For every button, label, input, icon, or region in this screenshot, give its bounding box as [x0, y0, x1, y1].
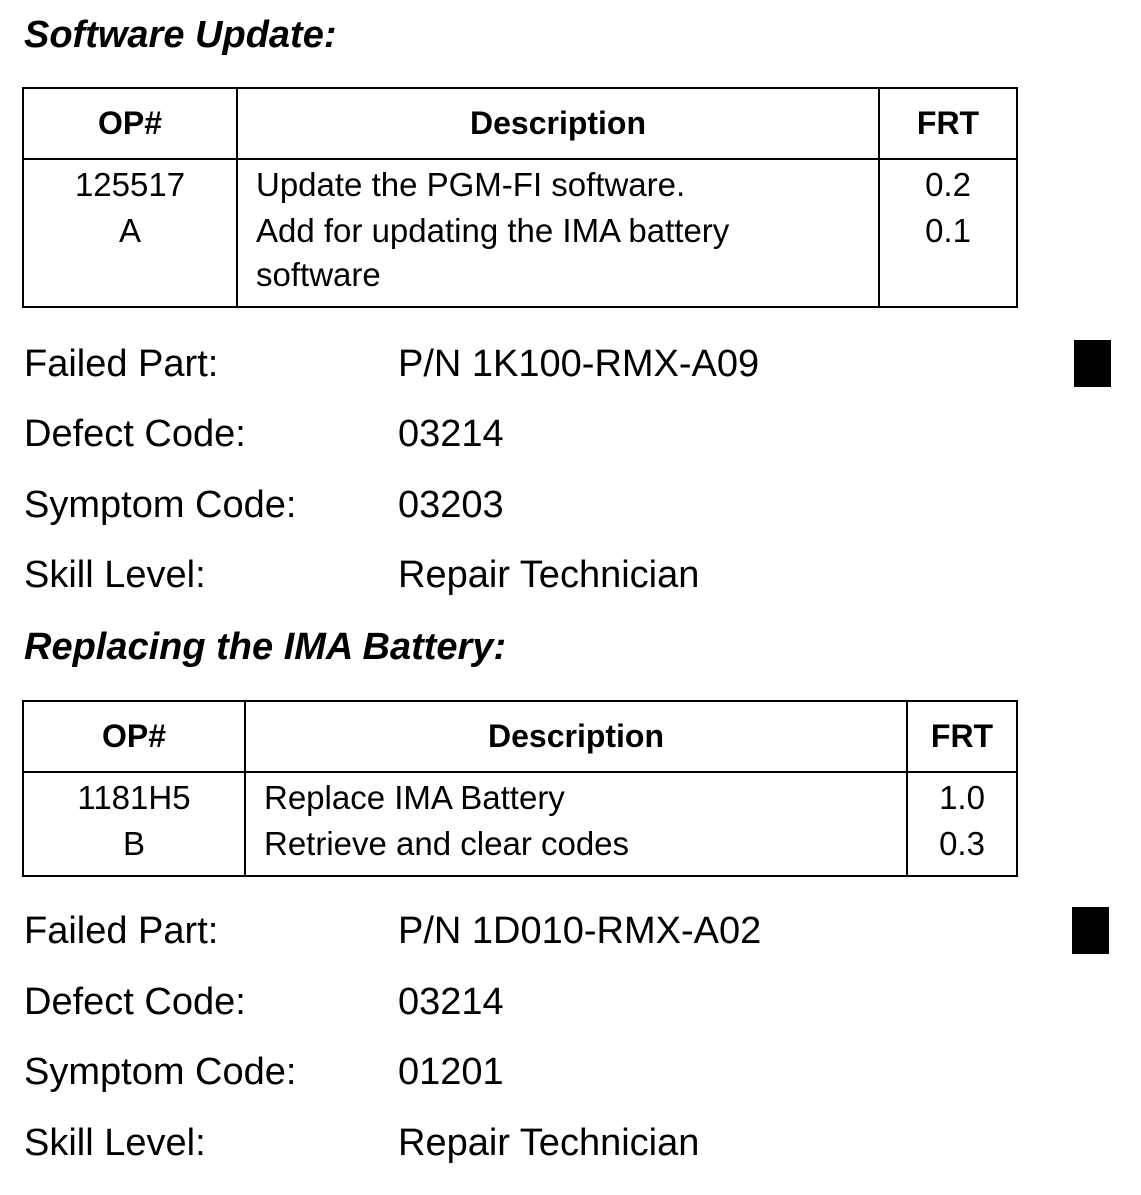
column-header-description: Description [237, 88, 879, 159]
description-line: Retrieve and clear codes [264, 825, 630, 862]
software-update-op-table [22, 87, 1018, 308]
symptom-code-label: Symptom Code: [24, 484, 297, 526]
skill-level-row [24, 1124, 699, 1162]
description-line: software [256, 256, 381, 293]
defect-code-row [24, 983, 504, 1021]
ima-battery-op-table [22, 700, 1018, 877]
symptom-code-value: 03203 [398, 484, 504, 526]
revision-change-bar [1074, 340, 1111, 387]
failed-part-row [24, 912, 761, 950]
skill-level-label: Skill Level: [24, 1122, 206, 1164]
op-number-cell [23, 772, 245, 876]
failed-part-value: P/N 1D010-RMX-A02 [398, 910, 762, 952]
description-line: Update the PGM-FI software. [256, 166, 686, 203]
skill-level-label: Skill Level: [24, 554, 206, 596]
frt-value: 1.0 [939, 779, 985, 816]
defect-code-row [24, 415, 504, 453]
frt-value: 0.2 [925, 166, 971, 203]
symptom-code-label: Symptom Code: [24, 1051, 297, 1093]
column-header-frt: FRT [879, 88, 1017, 159]
op-number: 1181H5 [77, 779, 191, 816]
op-suffix: A [118, 212, 141, 249]
frt-cell [879, 159, 1017, 307]
skill-level-value: Repair Technician [398, 1122, 700, 1164]
defect-code-value: 03214 [398, 981, 504, 1023]
frt-value: 0.1 [925, 212, 971, 249]
defect-code-value: 03214 [398, 413, 504, 455]
defect-code-label: Defect Code: [24, 413, 246, 455]
section-title-replacing-ima-battery: Replacing the IMA Battery: [24, 626, 507, 668]
column-header-description: Description [245, 701, 907, 772]
defect-code-label: Defect Code: [24, 981, 246, 1023]
failed-part-label: Failed Part: [24, 910, 219, 952]
frt-cell [907, 772, 1017, 876]
failed-part-label: Failed Part: [24, 343, 219, 385]
description-cell [237, 159, 879, 307]
op-suffix: B [122, 825, 145, 862]
column-header-frt: FRT [907, 701, 1017, 772]
symptom-code-row [24, 486, 504, 524]
description-line: Add for updating the IMA battery [256, 212, 730, 249]
op-number-cell [23, 159, 237, 307]
description-line: Replace IMA Battery [264, 779, 565, 816]
failed-part-row [24, 345, 759, 383]
table-header-row [23, 701, 1017, 772]
table-row [23, 772, 1017, 876]
column-header-op: OP# [23, 701, 245, 772]
symptom-code-value: 01201 [398, 1051, 504, 1093]
frt-value: 0.3 [939, 825, 985, 862]
skill-level-row [24, 556, 699, 594]
section-title-software-update: Software Update: [24, 14, 337, 56]
op-number: 125517 [74, 166, 186, 203]
symptom-code-row [24, 1053, 504, 1091]
table-header-row [23, 88, 1017, 159]
description-cell [245, 772, 907, 876]
table-row [23, 159, 1017, 307]
failed-part-value: P/N 1K100-RMX-A09 [398, 343, 760, 385]
skill-level-value: Repair Technician [398, 554, 700, 596]
revision-change-bar [1072, 907, 1109, 954]
column-header-op: OP# [23, 88, 237, 159]
